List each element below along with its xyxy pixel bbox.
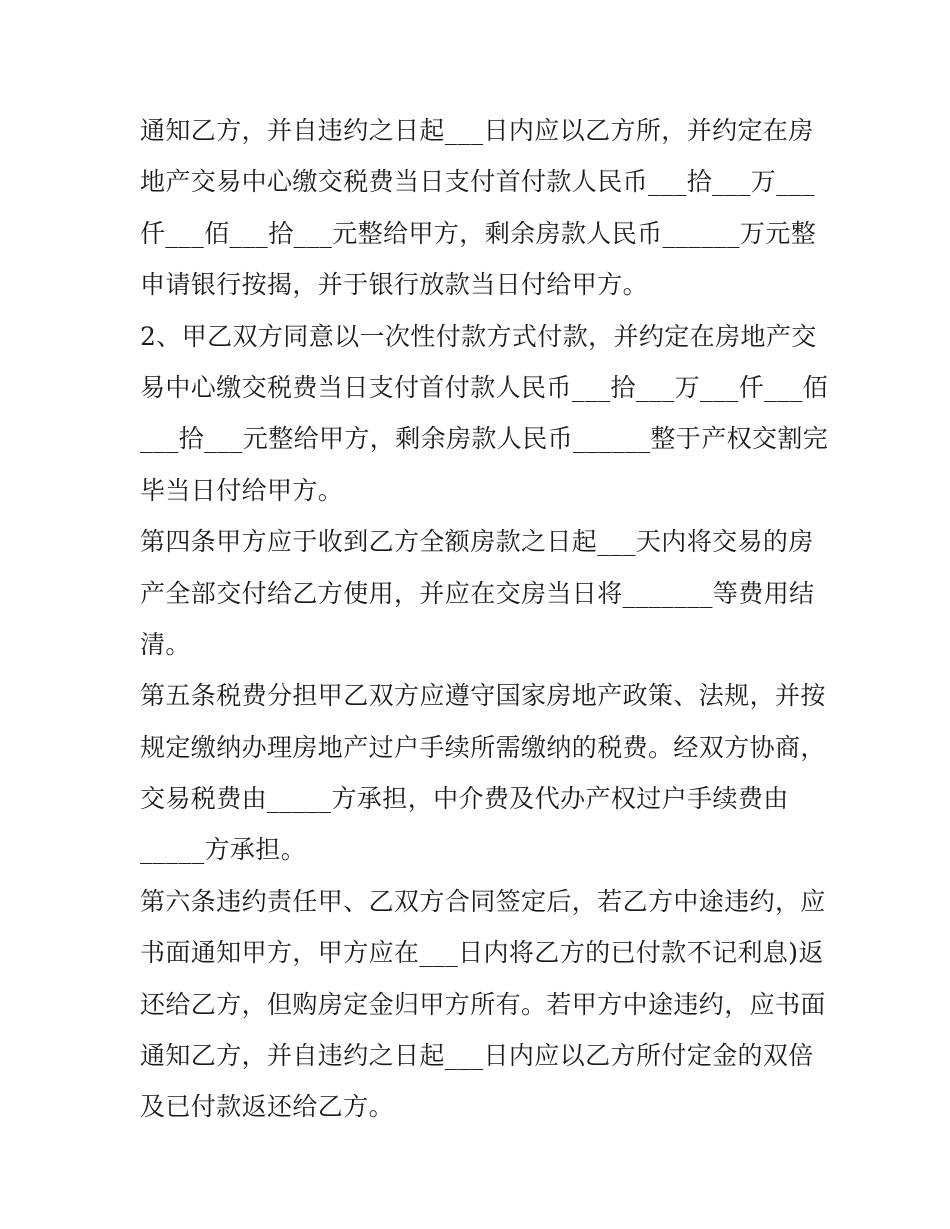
text-line: 交易税费由_____方承担，中介费及代办产权过户手续费由 — [140, 784, 789, 814]
text-line: 还给乙方，但购房定金归甲方所有。若甲方中途违约，应书面 — [140, 989, 826, 1019]
document-body — [140, 105, 829, 1133]
text-line: 及已付款返还给乙方。 — [140, 1092, 395, 1122]
text-line: 规定缴纳办理房地产过户手续所需缴纳的税费。经双方协商， — [140, 732, 826, 762]
text-line: 地产交易中心缴交税费当日支付首付款人民币___拾___万___ — [140, 167, 815, 197]
text-line: ___拾___元整给甲方，剩余房款人民币______整于产权交割完 — [140, 424, 829, 454]
text-line: 第五条税费分担甲乙双方应遵守国家房地产政策、法规，并按 — [140, 681, 826, 711]
text-line: 书面通知甲方，甲方应在___日内将乙方的已付款不记利息)返 — [140, 938, 824, 968]
text-line: 清。 — [140, 629, 191, 659]
text-line: 第四条甲方应于收到乙方全额房款之日起___天内将交易的房 — [140, 527, 814, 557]
text-line: _____方承担。 — [140, 835, 307, 865]
text-line: 毕当日付给甲方。 — [140, 475, 344, 505]
text-line: 2、甲乙双方同意以一次性付款方式付款，并约定在房地产交 — [140, 321, 817, 351]
text-line: 通知乙方，并自违约之日起___日内应以乙方所，并约定在房 — [140, 116, 814, 145]
text-line: 仟___佰___拾___元整给甲方，剩余房款人民币______万元整 — [140, 218, 817, 248]
text-line: 第六条违约责任甲、乙双方合同签定后，若乙方中途违约，应 — [140, 886, 826, 916]
text-line: 产全部交付给乙方使用，并应在交房当日将_______等费用结 — [140, 578, 815, 608]
text-line: 申请银行按揭，并于银行放款当日付给甲方。 — [140, 270, 649, 300]
text-line: 易中心缴交税费当日支付首付款人民币___拾___万___仟___佰 — [140, 372, 829, 402]
text-line: 通知乙方，并自违约之日起___日内应以乙方所付定金的双倍 — [140, 1041, 814, 1071]
